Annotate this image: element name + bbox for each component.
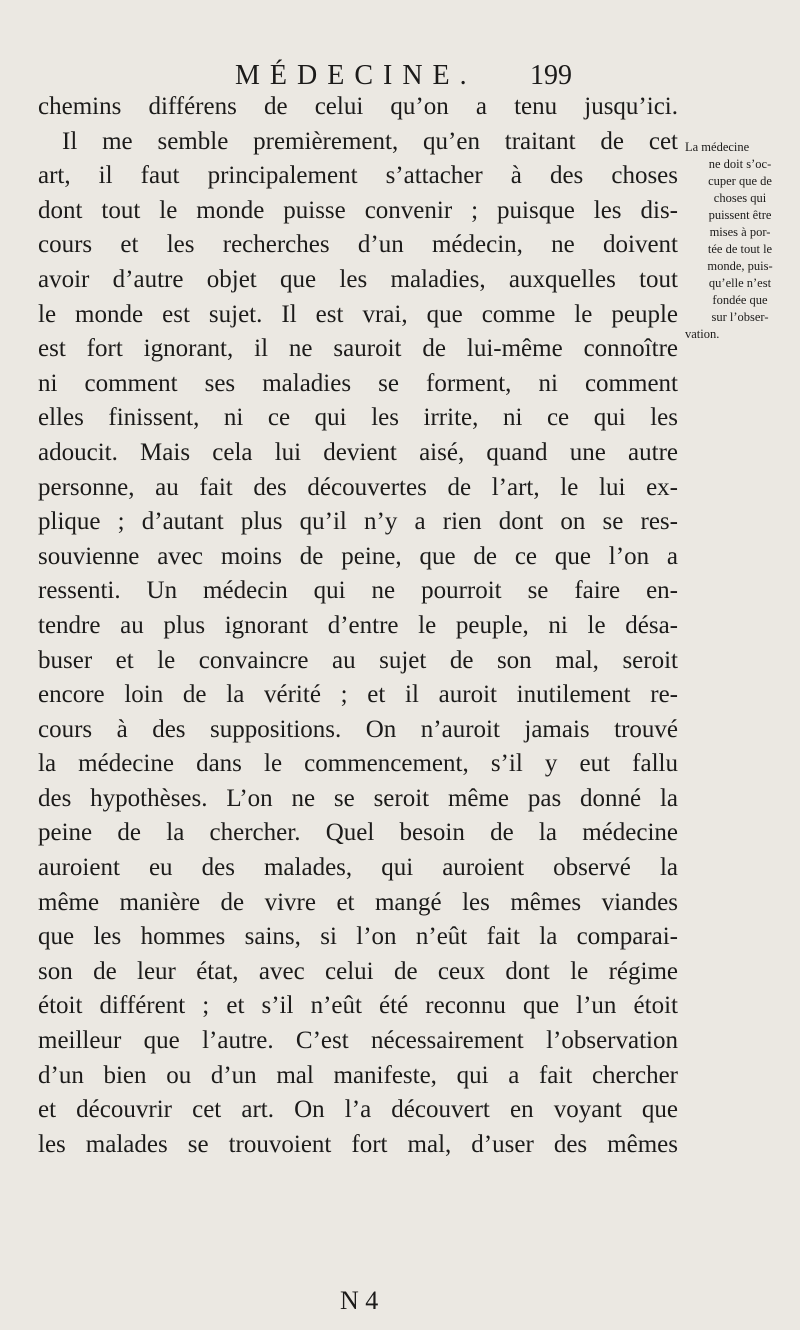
text-line: et découvrir cet art. On l’a découvert en voyant que	[38, 1096, 678, 1124]
text-line: meilleur que l’autre. C’est nécessairement l’observation	[38, 1027, 678, 1055]
text-line: d’un bien ou d’un mal manifeste, qui a fait chercher	[38, 1061, 678, 1089]
text-line: buser et le convaincre au sujet de son mal, seroit	[38, 646, 678, 674]
text-line: des hypothèses. L’on ne se seroit même pas donné la	[38, 784, 678, 812]
text-line: son de leur état, avec celui de ceux dont le régime	[38, 957, 678, 985]
marginal-note-line: qu’elle n’est	[708, 276, 772, 290]
page-number: 199	[530, 60, 572, 91]
marginal-note-line: puissent être	[708, 208, 772, 222]
text-line: auroient eu des malades, qui auroient observé la	[38, 854, 678, 882]
text-line: la médecine dans le commencement, s’il y eut fallu	[38, 750, 678, 778]
text-line: dont tout le monde puisse convenir ; puisque les dis-	[38, 196, 678, 224]
text-line: tendre au plus ignorant d’entre le peuple, ni le désa-	[38, 611, 678, 639]
text-line: Il me semble premièrement, qu’en traitant de cet	[62, 127, 678, 155]
text-line: étoit différent ; et s’il n’eût été reconnu que l’un étoit	[38, 992, 678, 1020]
text-line: souvienne avec moins de peine, que de ce que l’on a	[38, 542, 678, 570]
text-line: chemins différens de celui qu’on a tenu jusqu’ici.	[38, 93, 678, 120]
marginal-note-line: sur l’obser-	[711, 310, 769, 324]
marginal-note-line: La médecine	[685, 140, 750, 154]
text-line: art, il faut principalement s’attacher à des choses	[38, 162, 678, 190]
text-line: que les hommes sains, si l’on n’eût fait la comparai-	[38, 923, 678, 951]
text-line: est fort ignorant, il ne sauroit de lui-même connoître	[38, 335, 678, 363]
text-line: cours à des suppositions. On n’auroit jamais trouvé	[38, 715, 678, 743]
text-line: même manière de vivre et mangé les mêmes viandes	[38, 888, 678, 916]
running-head-title: MÉDECINE.	[235, 60, 477, 91]
text-line: adoucit. Mais cela lui devient aisé, quand une autre	[38, 438, 678, 466]
marginal-note	[685, 139, 795, 343]
text-line: ni comment ses maladies se forment, ni comment	[38, 369, 678, 397]
marginal-note-line: fondée que	[712, 293, 768, 307]
marginal-note-line: tée de tout le	[707, 242, 773, 256]
signature-mark: N 4	[340, 1286, 379, 1315]
body-text	[38, 90, 678, 1162]
text-line: personne, au fait des découvertes de l’art, le lui ex-	[38, 473, 678, 501]
text-line: encore loin de la vérité ; et il auroit inutilement re-	[38, 681, 678, 709]
text-line: avoir d’autre objet que les maladies, auxquelles tout	[38, 265, 678, 293]
text-line: elles finissent, ni ce qui les irrite, ni ce qui les	[38, 404, 678, 432]
text-line: les malades se trouvoient fort mal, d’user des mêmes	[38, 1130, 678, 1158]
marginal-note-line: mises à por-	[709, 225, 771, 239]
marginal-note-line: choses qui	[713, 191, 767, 205]
marginal-note-line: cuper que de	[708, 174, 772, 188]
marginal-note-line: monde, puis-	[707, 259, 773, 273]
text-line: cours et les recherches d’un médecin, ne doivent	[38, 231, 678, 259]
marginal-note-line: ne doit s’oc-	[708, 157, 772, 171]
text-line: le monde est sujet. Il est vrai, que comme le peuple	[38, 300, 678, 328]
text-line: peine de la chercher. Quel besoin de la médecine	[38, 819, 678, 847]
text-line: ressenti. Un médecin qui ne pourroit se faire en-	[38, 577, 678, 605]
running-head	[0, 58, 800, 94]
marginal-note-line: vation.	[685, 327, 720, 341]
text-line: plique ; d’autant plus qu’il n’y a rien dont on se res-	[38, 508, 678, 536]
